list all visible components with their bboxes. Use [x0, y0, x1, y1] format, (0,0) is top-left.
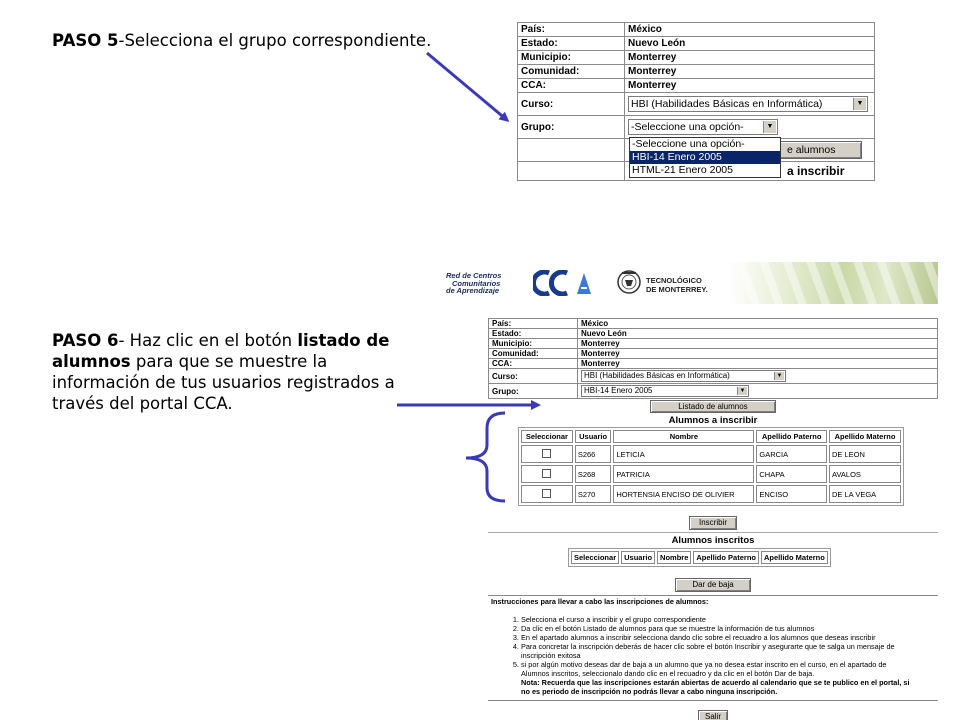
step6-text-before: - Haz clic en el botón	[118, 331, 298, 350]
field-value: México	[578, 319, 938, 329]
usuario-cell: S270	[575, 485, 612, 503]
table-row	[518, 51, 875, 65]
step6-caption	[52, 330, 407, 414]
table-row	[489, 399, 938, 415]
field-label: CCA:	[489, 359, 578, 369]
chevron-down-icon[interactable]: ▼	[774, 372, 784, 380]
usuario-cell: S268	[575, 465, 612, 483]
table-row	[518, 23, 875, 37]
grupo-select-value: -Seleccione una opción-	[631, 121, 744, 133]
dropdown-option[interactable]: -Seleccione una opción-	[632, 138, 745, 150]
table-row	[489, 339, 938, 349]
step6-emphasis: listado de alumnos	[52, 331, 390, 371]
table-row	[521, 445, 901, 463]
grupo-select-value: HBI-14 Enero 2005	[584, 386, 653, 395]
grupo-select[interactable]	[581, 385, 749, 397]
logo-line: TECNOLÓGICO	[646, 276, 702, 285]
curso-select-value: HBI (Habilidades Básicas en Informática)	[584, 371, 730, 380]
red-centros-logo-text	[446, 272, 501, 295]
step6-label: PASO 6	[52, 331, 119, 350]
chevron-down-icon[interactable]: ▼	[853, 98, 866, 110]
table-row	[521, 465, 901, 483]
instructions-list	[491, 615, 935, 678]
grupo-dropdown-list[interactable]	[629, 137, 781, 178]
field-value: Monterrey	[625, 65, 875, 79]
column-header: Seleccionar	[521, 430, 573, 443]
table-row	[518, 37, 875, 51]
column-header: Apellido Paterno	[756, 430, 827, 443]
select-checkbox[interactable]	[542, 489, 551, 498]
curso-select-value: HBI (Habilidades Básicas en Informática)	[631, 98, 823, 110]
paterno-cell: CHAPA	[756, 465, 827, 483]
logo-line: Comunitarios	[452, 278, 501, 288]
step5-label: PASO 5	[52, 31, 119, 50]
curso-cell	[578, 369, 938, 384]
grupo-select[interactable]	[628, 119, 778, 135]
list-item: 2. Da clic en el botón Listado de alumnos para que se muestre la información de tus alumnos	[521, 624, 935, 633]
table-row	[518, 65, 875, 79]
field-label: Municipio:	[489, 339, 578, 349]
dar-de-baja-button[interactable]: Dar de baja	[675, 578, 751, 592]
instructions-note: Nota: Recuerda que las inscripciones estarán abiertas de acuerdo al calendario que se te publico en el portal, si no es periodo de inscripción no podrás llevar a cabo ninguna inscripción.	[521, 678, 910, 696]
nombre-cell: HORTENSIA ENCISO DE OLIVIER	[613, 485, 754, 503]
select-checkbox[interactable]	[542, 469, 551, 478]
table-row	[489, 359, 938, 369]
field-value: Monterrey	[578, 339, 938, 349]
column-header: Usuario	[621, 551, 655, 564]
paterno-cell: GARCIA	[756, 445, 827, 463]
table-row	[489, 329, 938, 339]
field-value: Monterrey	[625, 79, 875, 93]
tec-logo-text	[646, 276, 708, 294]
field-value: Nuevo León	[625, 37, 875, 51]
column-header: Usuario	[575, 430, 612, 443]
table-row	[489, 349, 938, 359]
instructions-panel	[488, 596, 938, 696]
chevron-down-icon[interactable]: ▼	[737, 387, 747, 395]
nombre-cell: PATRICIA	[613, 465, 754, 483]
materno-cell: DE LA VEGA	[829, 485, 901, 503]
cca-logo-icon	[533, 270, 593, 296]
field-value: Monterrey	[625, 51, 875, 65]
field-label: Estado:	[489, 329, 578, 339]
curso-select[interactable]	[628, 96, 868, 112]
alumnos-a-inscribir-table	[518, 427, 904, 506]
curso-label: Curso:	[489, 369, 578, 384]
paterno-cell: ENCISO	[756, 485, 827, 503]
grupo-label: Grupo:	[489, 384, 578, 399]
field-label: Comunidad:	[518, 65, 625, 79]
listado-alumnos-button[interactable]: e alumnos	[776, 141, 862, 159]
nombre-cell: LETICIA	[613, 445, 754, 463]
list-item: 5. si por algún motivo deseas dar de baja a un alumno que ya no desea estar inscrito en el curso, en el apartado de Alumnos inscritos, seleccionalo dando clic en el recuadro y da clic en el botón Dar de baja.	[521, 660, 935, 678]
dropdown-option[interactable]: HTML-21 Enero 2005	[632, 164, 733, 176]
logo-line: DE MONTERREY.	[646, 285, 708, 294]
field-value: Nuevo León	[578, 329, 938, 339]
field-value: Monterrey	[578, 359, 938, 369]
column-header: Apellido Paterno	[693, 551, 759, 564]
field-label: CCA:	[518, 79, 625, 93]
portal-banner	[438, 262, 938, 304]
column-header: Apellido Materno	[829, 430, 901, 443]
list-item: 3. En el apartado alumnos a inscribir selecciona dando clic sobre el recuadro a los alumnos que deseas inscribir	[521, 633, 935, 642]
tec-seal-icon	[616, 268, 642, 296]
table-row	[518, 116, 875, 139]
table-header-row	[521, 430, 901, 443]
field-value: Monterrey	[578, 349, 938, 359]
column-header: Seleccionar	[571, 551, 619, 564]
pointer-arrow-step5	[427, 53, 507, 120]
field-label: Comunidad:	[489, 349, 578, 359]
logo-line: Red de Centros	[446, 271, 502, 280]
inscribir-button[interactable]: Inscribir	[689, 516, 737, 530]
alumnos-inscritos-table	[568, 548, 831, 567]
field-label: País:	[489, 319, 578, 329]
curso-select[interactable]	[581, 370, 786, 382]
cca-logo	[533, 270, 593, 296]
list-item: 4. Para concretar la inscripción deberás de hacer clic sobre el botón Inscribir y asegurarte que te salga un mensaje de inscripción exitosa	[521, 642, 935, 660]
table-row	[489, 369, 938, 384]
dropdown-option-highlighted[interactable]: HBI-14 Enero 2005	[630, 151, 780, 164]
alumnos-a-inscribir-title: Alumnos a inscribir	[668, 415, 758, 426]
chevron-down-icon[interactable]: ▼	[763, 121, 776, 133]
materno-cell: AVALOS	[829, 465, 901, 483]
step5-caption	[52, 30, 431, 51]
salir-button[interactable]: Salir	[698, 710, 728, 720]
field-value: México	[625, 23, 875, 37]
step6-text-after: para que se muestre la información de tus usuarios registrados a través del portal CCA.	[52, 352, 395, 413]
screenshot-group-select	[517, 22, 875, 182]
grupo-label: Grupo:	[518, 116, 625, 139]
curso-label: Curso:	[518, 93, 625, 116]
table-row	[521, 485, 901, 503]
materno-cell: DE LEON	[829, 445, 901, 463]
select-checkbox[interactable]	[542, 449, 551, 458]
logo-line: de Aprendizaje	[446, 286, 500, 295]
table-row	[489, 319, 938, 329]
listado-alumnos-button[interactable]: Listado de alumnos	[650, 400, 776, 413]
step5-text: -Selecciona el grupo correspondiente.	[118, 31, 432, 50]
field-label: Estado:	[518, 37, 625, 51]
field-label: Municipio:	[518, 51, 625, 65]
location-table-bottom	[488, 318, 938, 414]
table-row	[518, 93, 875, 116]
alumnos-inscritos-title: Alumnos inscritos	[671, 535, 755, 546]
field-label: País:	[518, 23, 625, 37]
table-row	[518, 79, 875, 93]
table-header-row	[571, 551, 828, 564]
section-title-partial: a inscribir	[625, 162, 875, 181]
curso-cell	[625, 93, 875, 116]
grupo-cell	[578, 384, 938, 399]
table-row	[489, 384, 938, 399]
column-header: Nombre	[613, 430, 754, 443]
banner-decoration	[728, 262, 938, 304]
screenshot-student-list	[488, 318, 938, 720]
usuario-cell: S266	[575, 445, 612, 463]
column-header: Nombre	[657, 551, 691, 564]
grupo-cell	[625, 116, 875, 139]
column-header: Apellido Materno	[761, 551, 828, 564]
list-item: 1. Selecciona el curso a inscribir y el grupo correspondiente	[521, 615, 935, 624]
instructions-title: Instrucciones para llevar a cabo las inscripciones de alumnos:	[491, 597, 709, 606]
